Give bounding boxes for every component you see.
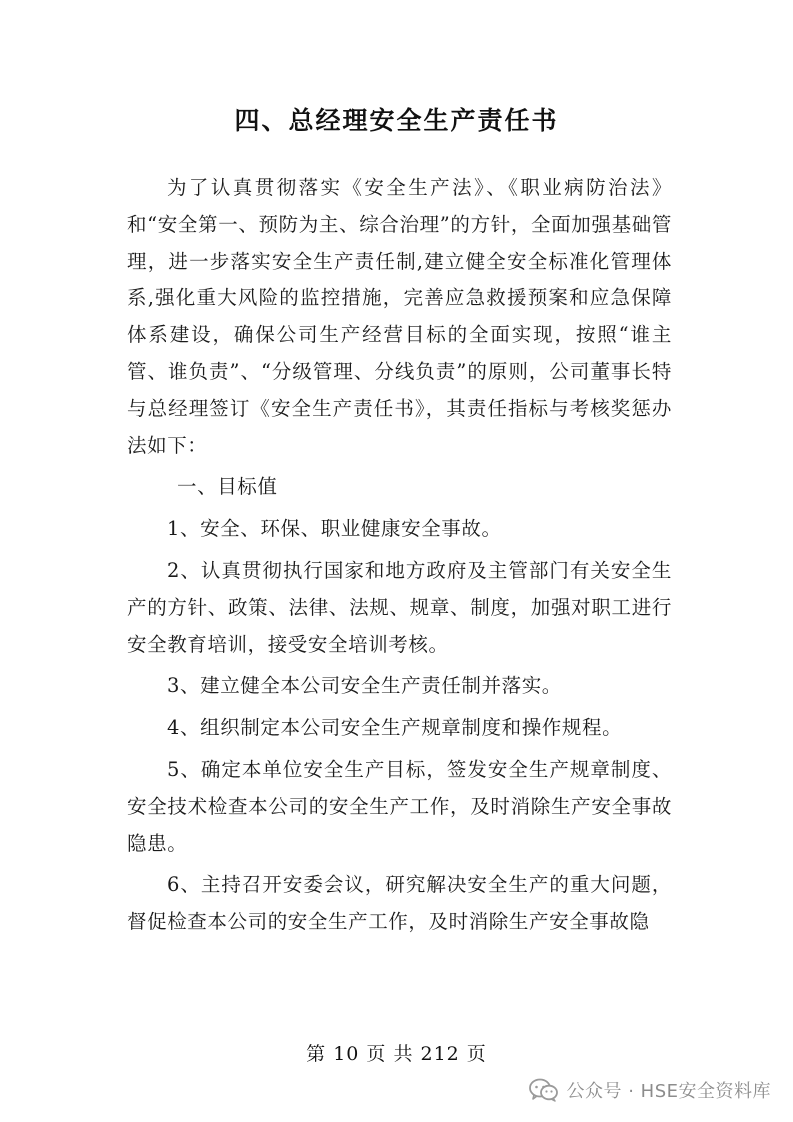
watermark [529,1075,772,1105]
list-item: 2、认真贯彻执行国家和地方政府及主管部门有关安全生产的方针、政策、法律、法规、规章、制度，加强对职工进行安全教育培训，接受安全培训考核。 [127,558,672,656]
section-heading-target-value: 一、目标值 [177,475,278,499]
list-item: 1、安全、环保、职业健康安全事故。 [167,517,502,541]
watermark-text: 公众号 · HSE安全资料库 [566,1081,771,1102]
list-item: 6、主持召开安委会议，研究解决安全生产的重大问题，督促检查本公司的安全生产工作，及时消除生产安全事故隐 [127,873,672,934]
intro-paragraph: 为了认真贯彻落实《安全生产法》、《职业病防治法》和“安全第一、预防为主、综合治理”的方针，全面加强基础管理，进一步落实安全生产责任制,建立健全安全标准化管理体系,强化重大风险的监控措施，完善应急救援预案和应急保障体系建设，确保公司生产经营目标的全面实现，按照“谁主管、谁负责”、“分级管理、分线负责”的原则，公司董事长特与总经理签订《安全生产责任书》，其责任指标与考核奖惩办法如下： [127,176,672,457]
list-item: 5、确定本单位安全生产目标，签发安全生产规章制度、安全技术检查本公司的安全生产工作，及时消除生产安全事故隐患。 [127,757,672,855]
list-item: 4、组织制定本公司安全生产规章制度和操作规程。 [167,716,623,740]
list-item: 3、建立健全本公司安全生产责任制并落实。 [167,674,562,698]
page-number: 第 10 页 共 212 页 [306,1043,487,1065]
document-title: 四、总经理安全生产责任书 [234,106,559,135]
document-body [127,170,672,941]
wechat-icon [529,1078,559,1102]
